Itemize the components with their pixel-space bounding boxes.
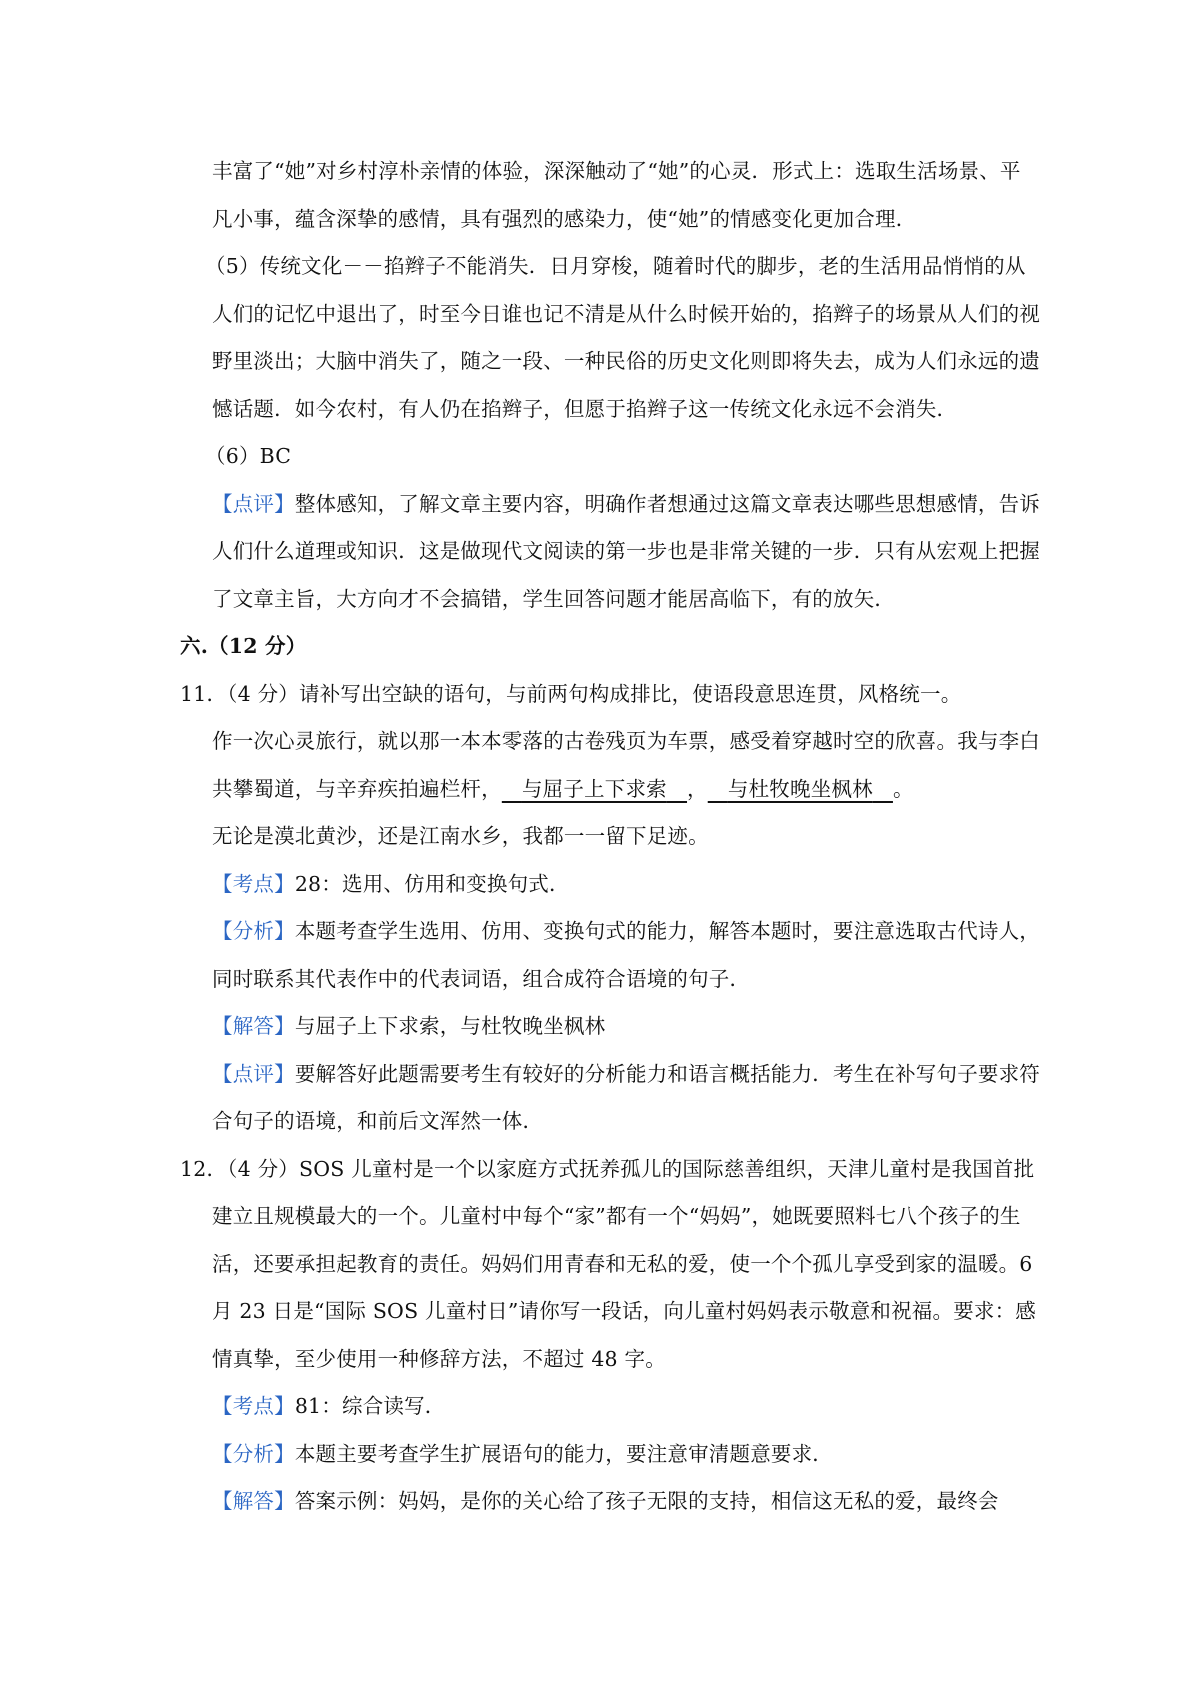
analysis-12 bbox=[180, 1431, 1040, 1479]
knowledge-tag: 【考点】 bbox=[212, 1394, 295, 1418]
analysis-text: 本题主要考查学生扩展语句的能力，要注意审清题意要求． bbox=[294, 1441, 834, 1466]
solution-tag: 【解答】 bbox=[212, 1014, 295, 1038]
document-body bbox=[180, 148, 1040, 1526]
solution-12 bbox=[180, 1478, 1040, 1526]
section-heading-six: 六.（12 分） bbox=[180, 634, 307, 658]
comment-text: 要解答好此题需要考生有较好的分析能力和语言概括能力．考生在补写句子要求符合句子的语境，和前后文浑然一体． bbox=[212, 1061, 1041, 1133]
knowledge-point-12 bbox=[180, 1383, 1040, 1431]
question-12: 12．（4 分）SOS 儿童村是一个以家庭方式抚养孤儿的国际慈善组织，天津儿童村是我国首批建立且规模最大的一个。儿童村中每个“家”都有一个“妈妈”，她既要照料七八个孩子的生活，还要承担起教育的责任。妈妈们用青春和无私的爱，使一个个孤儿享受到家的温暖。6 月 23 日是“国际 SOS 儿童村日”请你写一段话，向儿童村妈妈表示敬意和祝福。要求：感情真挚，至少使用一种修辞方法，不超过 48 字。 bbox=[180, 1156, 1037, 1371]
comment-paragraph-10 bbox=[180, 481, 1040, 624]
blank-separator: ， bbox=[687, 776, 708, 801]
analysis-tag: 【分析】 bbox=[212, 919, 295, 943]
knowledge-point-11 bbox=[180, 861, 1040, 909]
knowledge-text: 28：选用、仿用和变换句式． bbox=[294, 871, 570, 896]
paragraph-answer-5: （5）传统文化－－掐辫子不能消失．日月穿梭，随着时代的脚步，老的生活用品悄悄的从人们的记忆中退出了，时至今日谁也记不清是从什么时候开始的，掐辫子的场景从人们的视野里淡出；大脑中消失了，随之一段、一种民俗的历史文化则即将失去，成为人们永远的遗憾话题．如今农村，有人仍在掐辫子，但愿于掐辫子这一传统文化永远不会消失． bbox=[205, 254, 1040, 421]
comment-tag: 【点评】 bbox=[212, 1061, 295, 1086]
solution-11 bbox=[180, 1003, 1040, 1051]
analysis-tag: 【分析】 bbox=[212, 1441, 295, 1466]
paragraph-analysis-continued: 丰富了“她”对乡村淳朴亲情的体验，深深触动了“她”的心灵．形式上：选取生活场景、平凡小事，蕴含深挚的感情，具有强烈的感染力，使“她”的情感变化更加合理． bbox=[212, 159, 1021, 231]
passage-text: 作一次心灵旅行，就以那一本本零落的古卷残页为车票，感受着穿越时空的欣喜。我与李白共攀蜀道，与辛弃疾拍遍栏杆， bbox=[212, 729, 1040, 801]
passage-end: 。 bbox=[892, 776, 914, 801]
knowledge-text: 81：综合读写． bbox=[294, 1394, 446, 1418]
question-11: 11．（4 分）请补写出空缺的语句，与前两句构成排比，使语段意思连贯，风格统一。 bbox=[180, 681, 962, 706]
fill-blank-2: 与杜牧晚坐枫林 bbox=[727, 776, 873, 801]
question-11-passage bbox=[180, 718, 1040, 813]
paragraph-answer-6: （6）BC bbox=[205, 444, 292, 468]
question-11-passage-end: 无论是漠北黄沙，还是江南水乡，我都一一留下足迹。 bbox=[212, 824, 709, 848]
comment-tag: 【点评】 bbox=[212, 491, 295, 516]
analysis-11 bbox=[180, 908, 1040, 1003]
comment-11 bbox=[180, 1051, 1040, 1146]
solution-tag: 【解答】 bbox=[212, 1489, 295, 1513]
solution-text: 答案示例：妈妈，是你的关心给了孩子无限的支持，相信这无私的爱，最终会 bbox=[294, 1489, 999, 1513]
comment-text: 整体感知，了解文章主要内容，明确作者想通过这篇文章表达哪些思想感情，告诉人们什么道理或知识．这是做现代文阅读的第一步也是非常关键的一步．只有从宏观上把握了文章主旨，大方向才不会搞错，学生回答问题才能居高临下，有的放矢． bbox=[212, 491, 1041, 611]
fill-blank-1: 与屈子上下求索 bbox=[521, 776, 667, 801]
knowledge-tag: 【考点】 bbox=[212, 871, 295, 896]
solution-text: 与屈子上下求索，与杜牧晚坐枫林 bbox=[294, 1014, 606, 1038]
analysis-text: 本题考查学生选用、仿用、变换句式的能力，解答本题时，要注意选取古代诗人，同时联系其代表作中的代表词语，组合成符合语境的句子． bbox=[212, 919, 1041, 991]
